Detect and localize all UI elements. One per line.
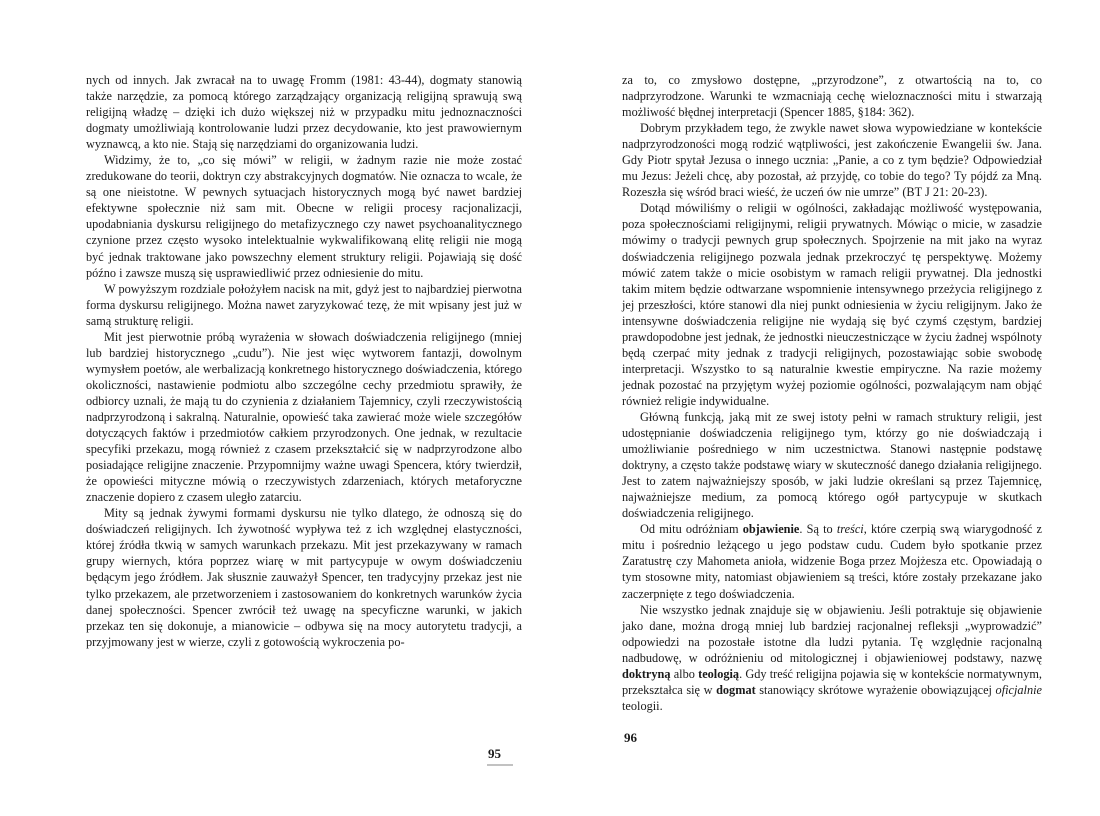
scan-artifact-mark: [487, 764, 513, 766]
left-page: [86, 72, 522, 650]
term-objawienie: objawienie: [742, 522, 800, 537]
paragraph-text: . Są to: [799, 522, 837, 537]
left-paragraph-4: Mit jest pierwotnie próbą wyrażenia w słowach doświadczenia religijnego (mniej lub bardziej historycznego „cudu”). Nie jest więc wytworem fantazji, dowolnym wymysłem poetów, ale werbalizacją konkretnego historycznego doświadczenia, którego okoliczności, nastawienie podmiotu albo szczególne cechy przedmiotu sprawiły, że odbiorcy uznali, że mają tu do czynienia z działaniem Tajemnicy, czyli rzeczywistością nadprzyrodzoną i sakralną. Naturalnie, opowieść taka zawierać może wiele szczegółów dotyczących faktów i przedmiotów całkiem przyrodzonych. One jednak, w rezultacie specyfiki przekazu, mogą również z czasem przekształcić się w nadprzyrodzone albo posiadające religijne znaczenie. Przypomnijmy ważne uwagi Spencera, który twierdził, że opowieści mityczne mówią o rzeczywistych zdarzeniach, których metaforyczne znaczenie dopiero z czasem uległo zatarciu.: [86, 329, 522, 505]
paragraph-text: Nie wszystko jednak znajduje się w objawieniu. Jeśli potraktuje się objawienie jako dane, można drogą mniej lub bardziej racjonalnej refleksji „wyprowadzić” odpowiedzi na pozostałe istotne dla ludzi pytania. Tę względnie racjonalną nadbudowę, w odróżnieniu od mitologicznej i objawieniowej podstawy, nazwę: [622, 602, 1042, 665]
right-paragraph-1: za to, co zmysłowo dostępne, „przyrodzone”, z otwartością na to, co nadprzyrodzone. Warunki te wzmacniają cechę wieloznaczności mitu i stwarzają możliwość błędnej interpretacji (Spencer 1885, §184: 362).: [622, 73, 1042, 120]
right-paragraph-6: [622, 602, 1042, 714]
right-paragraph-5: [622, 521, 1042, 601]
right-paragraph-4: Główną funkcją, jaką mit ze swej istoty pełni w ramach struktury religii, jest udostępnianie doświadczenia religijnego tym, którzy go nie doświadczają i umożliwianie pośredniego w nim uczestnictwa. Stanowi następnie podstawę doktryny, a często także podstawę wiary w skuteczność danego działania religijnego. Jest to zatem najważniejszy sposób, w jaki ludzie określani są przez Tajemnicę, najważniejsze medium, za pomocą którego ogół partycypuje w skutkach doświadczenia religijnego.: [622, 409, 1042, 521]
right-paragraph-2: Dobrym przykładem tego, że zwykle nawet słowa wypowiedziane w kontekście nadprzyrodzoności mogą rodzić wątpliwości, jest zakończenie Ewangelii św. Jana. Gdy Piotr spytał Jezusa o innego ucznia: „Panie, a co z tym będzie? Odpowiedział mu Jezus: Jeżeli chcę, aby pozostał, aż przyjdę, co tobie do tego? Ty pójdź za Mną. Rozeszła się wśród braci wieść, że uczeń ów nie umrze” (BT J 21: 20-23).: [622, 121, 1042, 200]
paragraph-text: Od mitu odróżniam: [640, 522, 743, 537]
left-page-number: 95: [488, 746, 501, 761]
left-paragraph-2: Widzimy, że to, „co się mówi” w religii, w żadnym razie nie może zostać zredukowane do teorii, doktryn czy abstrakcyjnych dogmatów. Nie oznacza to wcale, że są one nieistotne. W pewnych sytuacjach historycznych mogą być nawet bardziej efektywne społecznie niż sam mit. Obecne w religii procesy racjonalizacji, upodabniania dyskursu religijnego do metafizycznego czy nawet psychoanalitycznego czynione przez często wysoko intelektualnie wykwalifikowaną elitę religii nie mogą być jednak traktowane jako powszechny element struktury religii. Pojawiają się dość późno i zawsze muszą się usprawiedliwić przez odniesienie do mitu.: [86, 153, 522, 280]
paragraph-text: stanowiący skrótowe wyrażenie obowiązującej: [755, 682, 996, 697]
paragraph-text: , które czerpią swą wiarygodność z mitu i pośrednio leżącego u jego podstaw cudu. Cudem było spotkanie przez Zaratustrę czy Mahometa anioła, widzenie Boga przez Mojżesza etc. Opowiadają o tym stosowne mity, natomiast objawieniem są treści, które zostały przekazane jako zaczerpnięte z tego doświadczenia.: [622, 522, 1042, 601]
left-paragraph-3: W powyższym rozdziale położyłem nacisk na mit, gdyż jest to najbardziej pierwotna forma dyskursu religijnego. Można nawet zaryzykować tezę, że mit wpisany jest już w samą strukturę religii.: [86, 281, 522, 328]
paragraph-text: albo: [670, 666, 699, 681]
emphasis-oficjalnie: oficjalnie: [995, 682, 1042, 697]
emphasis-tresci: treści: [836, 522, 864, 537]
paragraph-text: teologii.: [622, 698, 663, 713]
left-paragraph-5: Mity są jednak żywymi formami dyskursu nie tylko dlatego, że odnoszą się do doświadczeń religijnych. Ich żywotność wypływa też z ich względnej elastyczności, której źródła tkwią w samych warunkach przekazu. Mit jest przekazywany w ramach grupy wiernych, która poprzez wiarę w mit partycypuje w owym doświadczeniu będącym jego źródłem. Jak słusznie zauważył Spencer, ten tradycyjny przekaz jest nie tylko przekazem, ale przetworzeniem i zastosowaniem do konkretnych warunków życia danej społeczności. Spencer zwrócił też uwagę na specyficzne warunki, w jakich przekaz ten się dokonuje, a mianowicie – odbywa się na mocy autorytetu tradycji, a przyjmowany jest w wierze, czyli z gotowością wykroczenia po-: [86, 506, 522, 649]
term-doktryna: doktryną: [622, 666, 671, 681]
term-teologia: teologią: [698, 666, 740, 681]
right-page: [622, 72, 1042, 714]
right-paragraph-3: Dotąd mówiliśmy o religii w ogólności, zakładając możliwość występowania, poza społecznościami religijnymi, religii prywatnych. Mówiąc o micie, w zasadzie mówimy o tradycji pewnych grup społecznych. Spojrzenie na mit jako na wyraz doświadczenia religijnego pozwala jednak przekroczyć tę perspektywę. Możemy mówić zatem także o micie osobistym w ramach religii prywatnej. Dla jednostki takim mitem będzie odtwarzane wspomnienie intensywnego przeżycia religijnego z jej przeszłości, które stanowi dla niej punkt odniesienia w życiu religijnym. Jako że intensywne doświadczenia religijne nie wydają się być czymś częstym, bardziej prawdopodobne jest jednak, że jednostki nieuczestniczące w życiu żadnej wspólnoty będą czerpać mity jednak z tradycji religijnych, pozostawiając sobie swobodę interpretacji. Wszystko to są naturalnie kwestie empiryczne. Na razie możemy jednak pozostać na przyjętym wyżej poziomie ogólności, pozwalającym nam objąć również religie indywidualne.: [622, 201, 1042, 408]
paragraph-text: . Gdy treść religijna pojawia się w kontekście normatywnym, przekształca się w: [622, 666, 1042, 697]
right-page-number: 96: [624, 730, 637, 745]
term-dogmat: dogmat: [716, 682, 756, 697]
left-paragraph-1: nych od innych. Jak zwracał na to uwagę Fromm (1981: 43-44), dogmaty stanowią także narzędzie, za pomocą którego zarządzający organizacją religijną sprawują swą religijną władzę – dzięki ich dużo większej niż w przypadku mitu jednoznaczności dogmaty umożliwiają kontrolowanie ludzi przez decydowanie, kto jest prawowiernym wyznawcą, a kto nie. Stają się narzędziami do organizowania ludzi.: [86, 73, 522, 152]
